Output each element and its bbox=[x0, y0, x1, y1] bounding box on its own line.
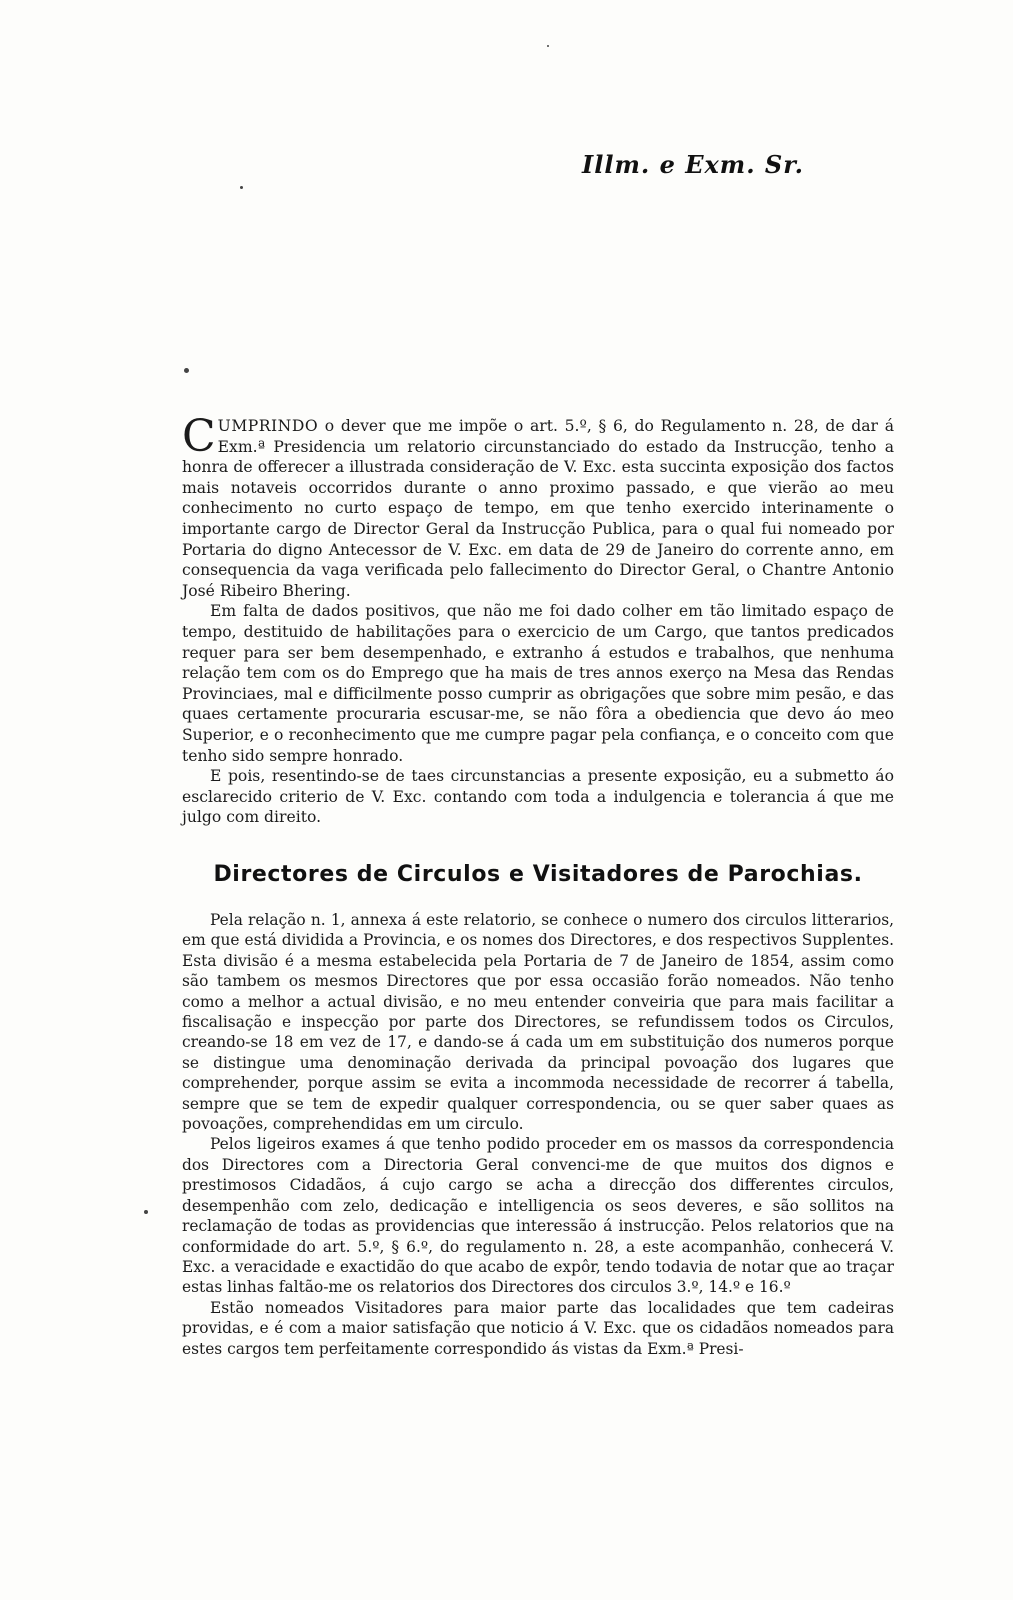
ink-speck bbox=[184, 368, 189, 373]
section-text bbox=[182, 910, 894, 1359]
intro-text bbox=[182, 411, 894, 828]
drop-cap: C bbox=[182, 411, 216, 462]
intro-paragraph-3: E pois, resentindo-se de taes circunstancias a presente exposição, eu a submetto áo esclarecido criterio de V. Exc. contando com toda a indulgencia e tolerancia á que me julgo com direito. bbox=[182, 767, 894, 827]
ink-speck bbox=[240, 186, 243, 189]
section-heading: Directores de Circulos e Visitadores de Parochias. bbox=[213, 862, 863, 887]
salutation: Illm. e Exm. Sr. bbox=[582, 150, 805, 179]
ink-speck bbox=[144, 1210, 148, 1214]
section-paragraph-3: Estão nomeados Visitadores para maior parte das localidades que tem cadeiras providas, e é com a maior satisfação que noticio á V. Exc. que os cidadãos nomeados para estes cargos tem perfeitamente correspondido ás vistas da Exm.ª Presi- bbox=[182, 1298, 894, 1358]
lead-word: UMPRINDO bbox=[217, 417, 319, 435]
paragraph-text: o dever que me impõe o art. 5.º, § 6, do Regulamento n. 28, de dar á Exm.ª Presidencia um relatorio circunstanciado do estado da Instrucção, tenho a honra de offerecer a illustrada consideração de V. Exc. esta succinta exposição dos factos mais notaveis occorridos durante o anno proximo passado, e que vierão ao meu conhecimento no curto espaço de tempo, em que tenho exercido interinamente o importante cargo de Director Geral da Instrucção Publica, para o qual fui nomeado por Portaria do digno Antecessor de V. Exc. em data de 29 de Janeiro do corrente anno, em consequencia da vaga verificada pelo fallecimento do Director Geral, o Chantre Antonio José Ribeiro Bhering. bbox=[182, 417, 894, 600]
section-paragraph-1: Pela relação n. 1, annexa á este relatorio, se conhece o numero dos circulos litterarios, em que está dividida a Provincia, e os nomes dos Directores, e dos respectivos Supplentes. Esta divisão é a mesma estabelecida pela Portaria de 7 de Janeiro de 1854, assim como são tambem os mesmos Directores que por essa occasião forão nomeados. Não tenho como a melhor a actual divisão, e no meu entender conveiria que para mais facilitar a fiscalisação e inspecção por parte dos Directores, se refundissem todos os Circulos, creando-se 18 em vez de 17, e dando-se á cada um em substituição dos numeros porque se distingue uma denominação derivada da principal povoação dos lugares que comprehender, porque assim se evita a incommoda necessidade de recorrer á tabella, sempre que se tem de expedir qualquer correspondencia, ou se quer saber quaes as povoações, comprehendidas em um circulo. bbox=[182, 911, 894, 1134]
ink-speck bbox=[547, 45, 549, 47]
intro-paragraph-2: Em falta de dados positivos, que não me foi dado colher em tão limitado espaço de tempo, destituido de habilitações para o exercicio de um Cargo, que tantos predicados requer para ser bem desempenhado, e extranho á estudos e trabalhos, que nenhuma relação tem com os do Emprego que ha mais de tres annos exerço na Mesa das Rendas Provinciaes, mal e difficilmente posso cumprir as obrigações que sobre mim pesão, e das quaes certamente procuraria escusar-me, se não fôra a obediencia que devo áo meo Superior, e o reconhecimento que me cumpre pagar pela confiança, e o conceito com que tenho sido sempre honrado. bbox=[182, 602, 894, 765]
section-paragraph-2: Pelos ligeiros exames á que tenho podido proceder em os massos da correspondencia dos Directores com a Directoria Geral convenci-me de que muitos dos dignos e prestimosos Cidadãos, á cujo cargo se acha a direcção dos differentes circulos, desempenhão com zelo, dedicação e intelligencia os seos deveres, e são sollitos na reclamação de todas as providencias que interessão á instrucção. Pelos relatorios que na conformidade do art. 5.º, § 6.º, do regulamento n. 28, a este acompanhão, conhecerá V. Exc. a veracidade e exactidão do que acabo de expôr, tendo todavia de notar que ao traçar estas linhas faltão-me os relatorios dos Directores dos circulos 3.º, 14.º e 16.º bbox=[182, 1135, 894, 1297]
intro-paragraph-1 bbox=[182, 411, 894, 601]
